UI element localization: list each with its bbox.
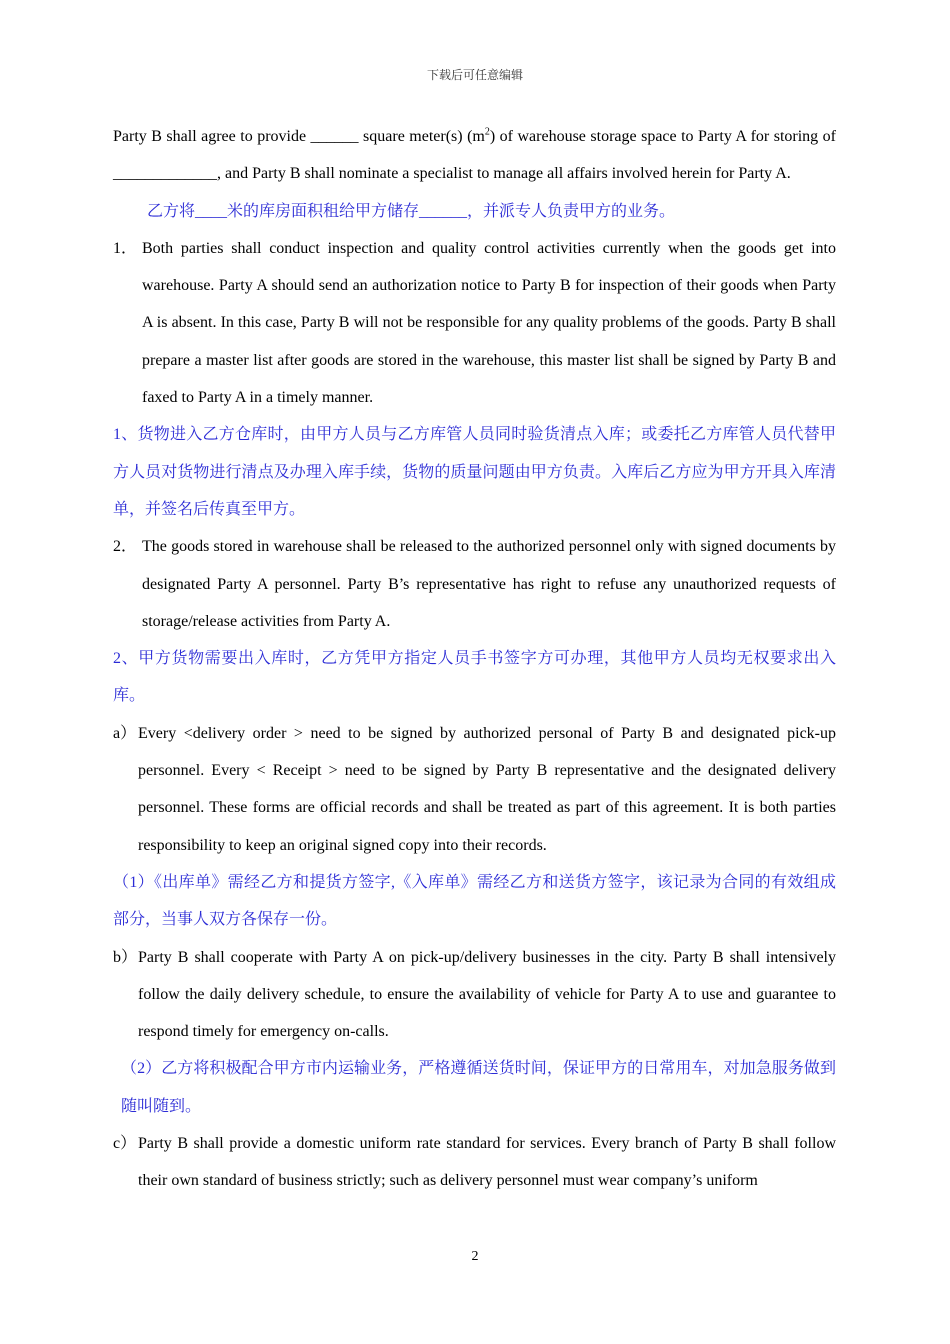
subitem-a-text: Every <delivery order > need to be signed by authorized personal of Party B and designated pick-up personnel. Every < Receipt > need to be signed by Party B representative and the designated delivery personnel. These forms are official records and shall be treated as part of this agreement. It is both parties responsibility to keep an original signed copy into their records. <box>138 724 836 854</box>
subitem-b-text: Party B shall cooperate with Party A on pick-up/delivery businesses in the city. Party B shall intensively follow the daily delivery schedule, to ensure the availability of vehicle for Party A to use and guarantee to respond timely for emergency on-calls. <box>138 948 836 1041</box>
intro-paragraph-zh: 乙方将____米的库房面积租给甲方储存______，并派专人负责甲方的业务。 <box>147 202 676 220</box>
subitem-b-en <box>113 939 836 1051</box>
item-2-text: The goods stored in warehouse shall be released to the authorized personnel only with signed documents by designated Party A personnel. Party B’s representative has right to refuse any unauthorized requests of storage/release activities from Party A. <box>142 538 836 630</box>
item-1-zh: 1、货物进入乙方仓库时，由甲方人员与乙方库管人员同时验货清点入库；或委托乙方库管人员代替甲方人员对货物进行清点及办理入库手续，货物的质量问题由甲方负责。入库后乙方应为甲方开具入库清单，并签名后传真至甲方。 <box>113 426 836 518</box>
item-2-marker: 2． <box>113 538 138 556</box>
intro-paragraph-en <box>113 118 836 193</box>
subitem-a-marker: a） <box>113 724 137 742</box>
subitem-c-text: Party B shall provide a domestic uniform rate standard for services. Every branch of Party B shall follow their own standard of business strictly; such as delivery personnel must wear company’s uniform <box>138 1135 836 1190</box>
intro-text-part2: ) of warehouse storage space to Party A for storing of _____________, and Party B shall nominate a specialist to manage all affairs involved herein for Party A. <box>113 128 836 183</box>
item-2-en <box>113 528 836 640</box>
subitem-a-zh: （1）《出库单》需经乙方和提货方签字,《入库单》需经乙方和送货方签字，该记录为合同的有效组成部分，当事人双方各保存一份。 <box>113 873 836 929</box>
subitem-c-en <box>113 1125 836 1200</box>
subitem-c-marker: c） <box>113 1135 137 1153</box>
subitem-a-en <box>113 715 836 864</box>
subitem-b-marker: b） <box>113 948 138 966</box>
item-1-text: Both parties shall conduct inspection and quality control activities currently when the goods get into warehouse. Party A should send an authorization notice to Party B for inspection of their goods when Party A is absent. In this case, Party B will not be responsible for any quality problems of the goods. Party B shall prepare a master list after goods are stored in the warehouse, this master list shall be signed by Party B and faxed to Party A in a timely manner. <box>142 239 836 407</box>
item-1-en <box>113 230 836 416</box>
subitem-b-zh: （2）乙方将积极配合甲方市内运输业务，严格遵循送货时间，保证甲方的日常用车，对加急服务做到随叫随到。 <box>121 1060 836 1115</box>
document-body <box>113 118 836 1200</box>
item-1-marker: 1． <box>113 239 138 257</box>
item-2-zh: 2、甲方货物需要出入库时，乙方凭甲方指定人员手书签字方可办理，其他甲方人员均无权要求出入库。 <box>113 650 836 705</box>
page-header: 下载后可任意编辑 <box>426 68 523 82</box>
intro-superscript: 2 <box>484 126 490 138</box>
intro-text-part1: Party B shall agree to provide ______ square meter(s) (m <box>113 128 485 145</box>
page-number: 2 <box>471 1249 479 1264</box>
